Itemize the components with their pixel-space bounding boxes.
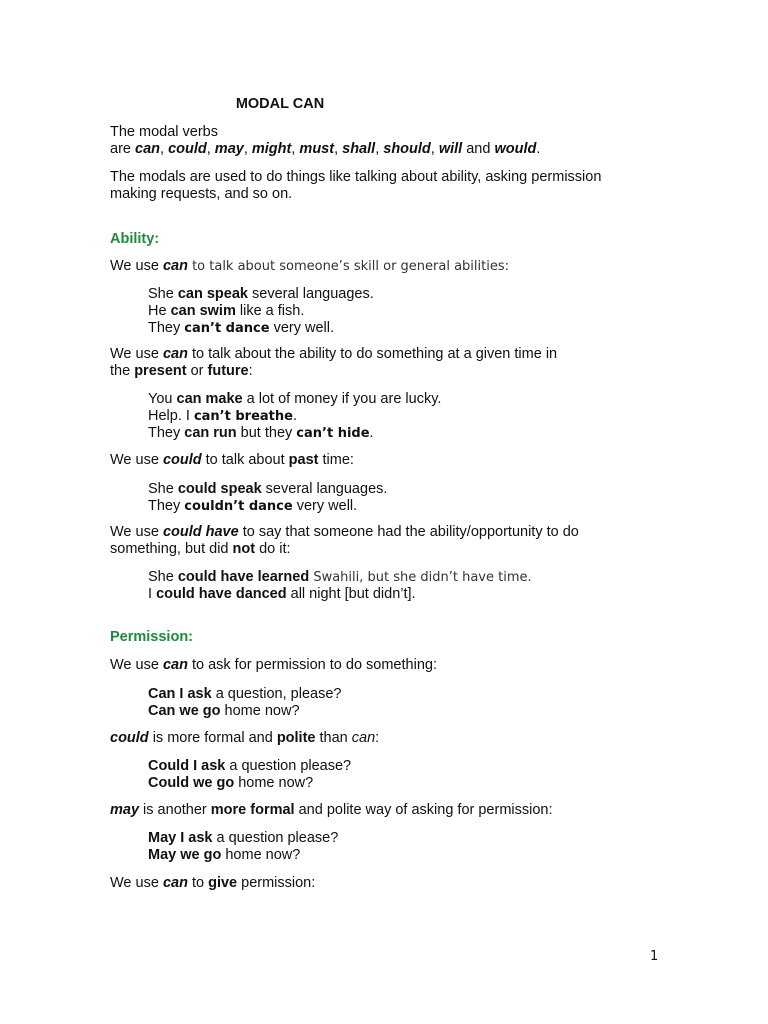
modal-will: will	[438, 141, 463, 157]
permission-p2: could is more formal and polite than can:	[110, 730, 380, 746]
text: We use	[110, 258, 163, 274]
permission-p4: We use can to give permission:	[110, 875, 316, 891]
keyword: can	[162, 258, 188, 274]
ability-examples-3	[148, 481, 668, 515]
permission-p3: may is another more formal and polite way of asking for permission:	[110, 802, 553, 818]
example-line: Could I ask a question please?	[148, 758, 352, 774]
modal-could: could	[168, 141, 207, 157]
example-line: Could we go home now?	[148, 775, 314, 791]
example-line: May we go home now?	[148, 847, 301, 863]
ability-p2	[110, 346, 670, 380]
text: and	[462, 141, 495, 157]
paragraph-line: We use can to talk about the ability to do something at a given time in	[110, 346, 558, 362]
text: are	[110, 141, 135, 157]
text: to talk about someone’s skill or general abilities:	[187, 259, 510, 274]
example-line: May I ask a question please?	[148, 830, 339, 846]
permission-examples-1	[148, 686, 668, 720]
permission-p1: We use can to ask for permission to do something:	[110, 657, 437, 673]
permission-heading: Permission:	[110, 629, 193, 645]
ability-p3: We use could to talk about past time:	[110, 452, 354, 468]
example-line: She can speak several languages.	[148, 286, 374, 302]
ability-examples-2	[148, 391, 668, 442]
intro-line-2: are can, could, may, might, must, shall, should, will and would.	[110, 141, 541, 157]
modal-might: might	[251, 141, 292, 157]
modal-may: may	[214, 141, 244, 157]
ability-examples-4	[148, 569, 668, 603]
intro-paragraph	[110, 124, 670, 158]
example-line: I could have danced all night [but didn’t].	[148, 586, 416, 602]
modal-must: must	[299, 141, 335, 157]
example-line: They can run but they can’t hide.	[148, 425, 374, 441]
paragraph-line: the present or future:	[110, 363, 253, 379]
paragraph-line: something, but did not do it:	[110, 541, 291, 557]
text: .	[536, 141, 541, 157]
example-line: They couldn’t dance very well.	[148, 498, 358, 514]
intro-line-1: The modal verbs	[110, 124, 218, 140]
permission-examples-3	[148, 830, 668, 864]
uses-line-2: making requests, and so on.	[110, 186, 293, 202]
uses-line-1: The modals are used to do things like talking about ability, asking permission	[110, 169, 602, 185]
paragraph-line: We use could have to say that someone had the ability/opportunity to do	[110, 524, 579, 540]
example-line: She could speak several languages.	[148, 481, 388, 497]
page-number: 1	[650, 949, 659, 964]
example-line: Help. I can’t breathe.	[148, 408, 297, 424]
example-line: Can we go home now?	[148, 703, 300, 719]
example-line: Can I ask a question, please?	[148, 686, 342, 702]
ability-heading: Ability:	[110, 231, 160, 247]
page-title: MODAL CAN	[235, 96, 325, 112]
ability-p1	[110, 258, 670, 275]
ability-p4	[110, 524, 670, 558]
modal-should: should	[383, 141, 431, 157]
uses-paragraph	[110, 169, 670, 203]
ability-examples-1	[148, 286, 668, 337]
permission-examples-2	[148, 758, 668, 792]
example-line: They can’t dance very well.	[148, 320, 335, 336]
example-line: You can make a lot of money if you are lucky.	[148, 391, 442, 407]
modal-shall: shall	[342, 141, 376, 157]
example-line: He can swim like a fish.	[148, 303, 305, 319]
modal-can: can	[135, 141, 160, 157]
example-line: She could have learned Swahili, but she didn’t have time.	[148, 569, 532, 585]
modal-would: would	[494, 141, 537, 157]
